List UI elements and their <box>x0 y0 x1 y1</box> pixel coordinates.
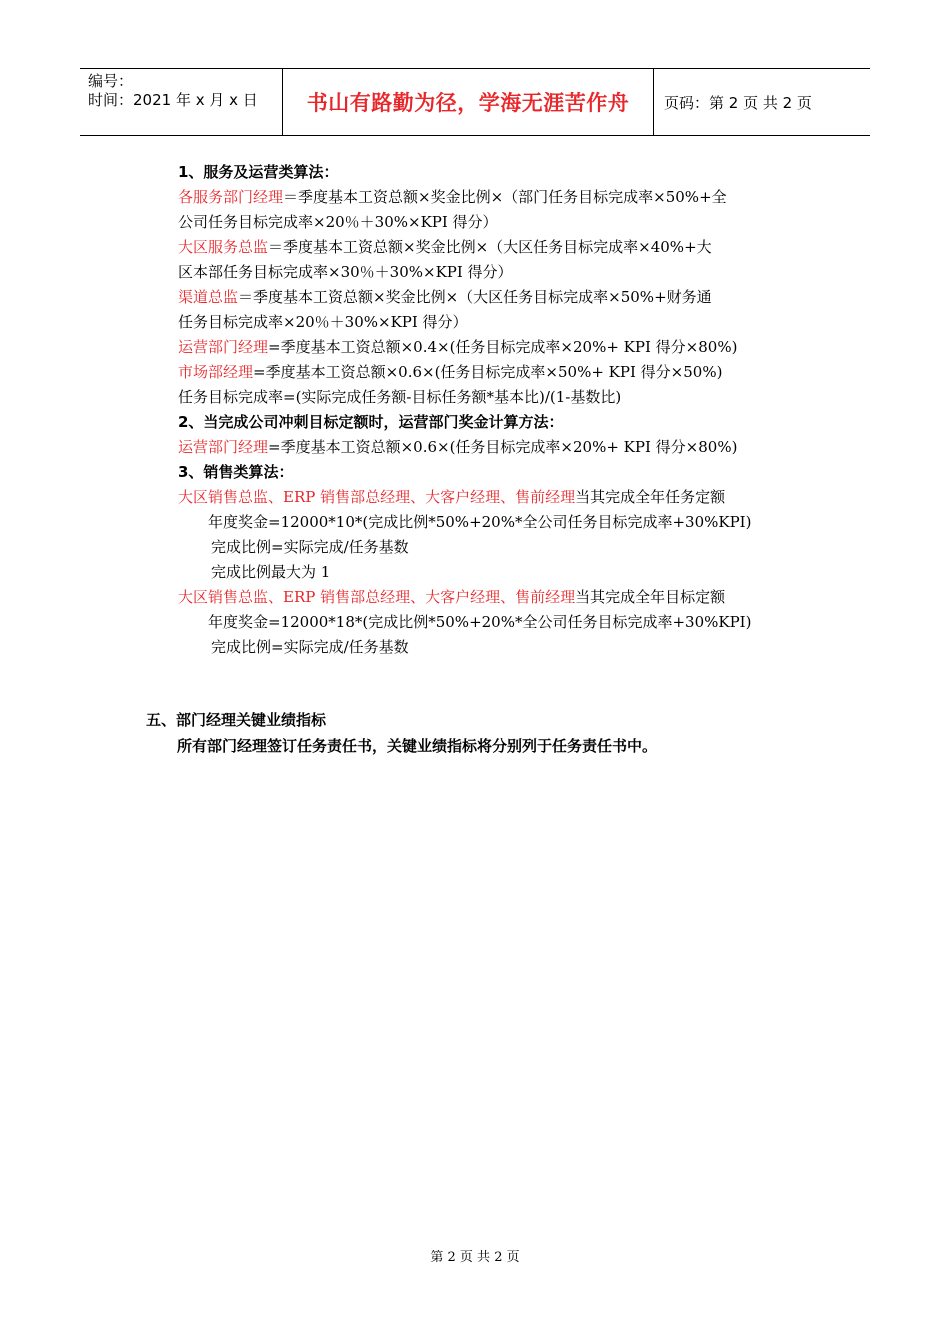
formula-line <box>178 235 818 260</box>
header-left-cell <box>80 69 282 135</box>
formula-line <box>178 360 818 385</box>
header-page-label: 页码：第 2 页 共 2 页 <box>664 93 812 112</box>
formula-line: 完成比例=实际完成/任务基数 <box>211 638 409 656</box>
page-header <box>80 68 870 136</box>
formula-text: ＝季度基本工资总额×奖金比例×（部门任务目标完成率×50%+全 <box>283 188 727 206</box>
formula-text: =季度基本工资总额×0.6×(任务目标完成率×50%+ KPI 得分×50%) <box>253 363 723 381</box>
formula-line: 完成比例=实际完成/任务基数 <box>211 538 409 556</box>
formula-text: ＝季度基本工资总额×奖金比例×（大区任务目标完成率×50%+财务通 <box>238 288 712 306</box>
formula-line: 区本部任务目标完成率×30％＋30%×KPI 得分） <box>178 263 513 281</box>
formula-line <box>178 185 818 210</box>
formula-line: 任务目标完成率×20％＋30%×KPI 得分） <box>178 313 468 331</box>
formula-line: 任务目标完成率=(实际完成任务额-目标任务额*基本比)/(1-基数比) <box>178 388 622 406</box>
formula-line <box>178 335 818 360</box>
formula-line: 年度奖金=12000*10*(完成比例*50%+20%*全公司任务目标完成率+30%KPI) <box>208 513 752 531</box>
role-name: 大区销售总监、ERP 销售部总经理、大客户经理、售前经理 <box>178 588 576 606</box>
heading-service-operations: 1、服务及运营类算法： <box>178 163 339 181</box>
formula-text: =季度基本工资总额×0.6×(任务目标完成率×20%+ KPI 得分×80%) <box>268 438 738 456</box>
section-five-title: 五、部门经理关键业绩指标 <box>146 711 327 729</box>
header-motto: 书山有路勤为径，学海无涯苦作舟 <box>282 69 654 135</box>
formula-line <box>178 285 818 310</box>
section-five <box>146 707 657 759</box>
heading-sprint-target: 2、当完成公司冲刺目标定额时，运营部门奖金计算方法： <box>178 413 564 431</box>
formula-line <box>178 485 818 510</box>
page-footer: 第 2 页 共 2 页 <box>430 1250 520 1265</box>
role-name: 运营部门经理 <box>178 438 269 456</box>
formula-text: ＝季度基本工资总额×奖金比例×（大区任务目标完成率×40%+大 <box>268 238 712 256</box>
heading-sales: 3、销售类算法： <box>178 463 294 481</box>
formula-line <box>178 585 818 610</box>
formula-line <box>178 435 818 460</box>
role-name: 市场部经理 <box>178 363 254 381</box>
code-label: 编号： <box>88 72 134 90</box>
role-name: 大区销售总监、ERP 销售部总经理、大客户经理、售前经理 <box>178 488 576 506</box>
role-name: 大区服务总监 <box>178 238 269 256</box>
role-name: 各服务部门经理 <box>178 188 284 206</box>
role-name: 运营部门经理 <box>178 338 269 356</box>
section-five-body: 所有部门经理签订任务责任书，关键业绩指标将分别列于任务责任书中。 <box>177 737 658 755</box>
role-name: 渠道总监 <box>178 288 239 306</box>
formula-text: 当其完成全年任务定额 <box>575 488 726 506</box>
bonus-algorithm-content <box>178 160 818 660</box>
formula-text: =季度基本工资总额×0.4×(任务目标完成率×20%+ KPI 得分×80%) <box>268 338 738 356</box>
formula-line: 年度奖金=12000*18*(完成比例*50%+20%*全公司任务目标完成率+30%KPI) <box>208 613 752 631</box>
formula-line: 公司任务目标完成率×20％＋30%×KPI 得分） <box>178 213 498 231</box>
time-label: 时间：2021 年 x 月 x 日 <box>88 91 258 109</box>
formula-text: 当其完成全年目标定额 <box>575 588 726 606</box>
formula-line: 完成比例最大为 1 <box>211 563 331 581</box>
